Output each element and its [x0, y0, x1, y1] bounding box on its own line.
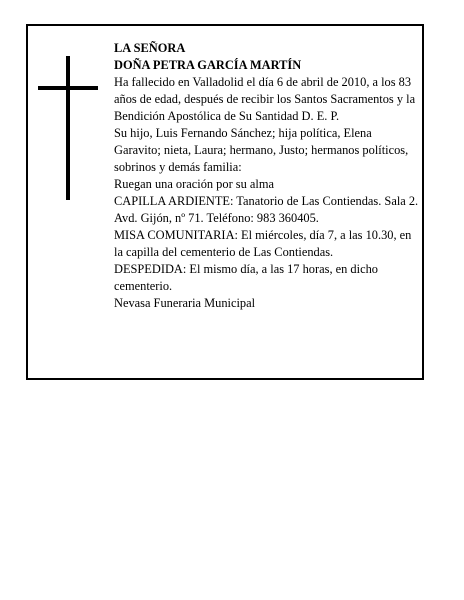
cross-vertical-bar: [66, 56, 70, 200]
notice-title: LA SEÑORA: [114, 41, 186, 55]
notice-text: [114, 40, 420, 312]
death-announcement: Ha fallecido en Valladolid el día 6 de abril de 2010, a los 83 años de edad, después de recibir los Santos Sacramentos y la Bendición Apostólica de Su Santidad D. E. P.: [114, 75, 416, 123]
cross-icon: [38, 56, 98, 200]
obituary-notice: [26, 24, 424, 380]
mass-details: MISA COMUNITARIA: El miércoles, día 7, a las 10.30, en la capilla del cementerio de Las Contiendas.: [114, 228, 412, 259]
deceased-name: DOÑA PETRA GARCÍA MARTÍN: [114, 58, 302, 72]
wake-details: CAPILLA ARDIENTE: Tanatorio de Las Contiendas. Sala 2. Avd. Gijón, nº 71. Teléfono: 983 360405.: [114, 194, 419, 225]
prayer-request: Ruegan una oración por su alma: [114, 177, 274, 191]
family-members: Su hijo, Luis Fernando Sánchez; hija política, Elena Garavito; nieta, Laura; hermano, Justo; hermanos políticos, sobrinos y demás familia:: [114, 126, 409, 174]
farewell-details: DESPEDIDA: El mismo día, a las 17 horas, en dicho cementerio.: [114, 262, 378, 293]
funeral-home: Nevasa Funeraria Municipal: [114, 296, 256, 310]
cross-horizontal-bar: [38, 86, 98, 90]
